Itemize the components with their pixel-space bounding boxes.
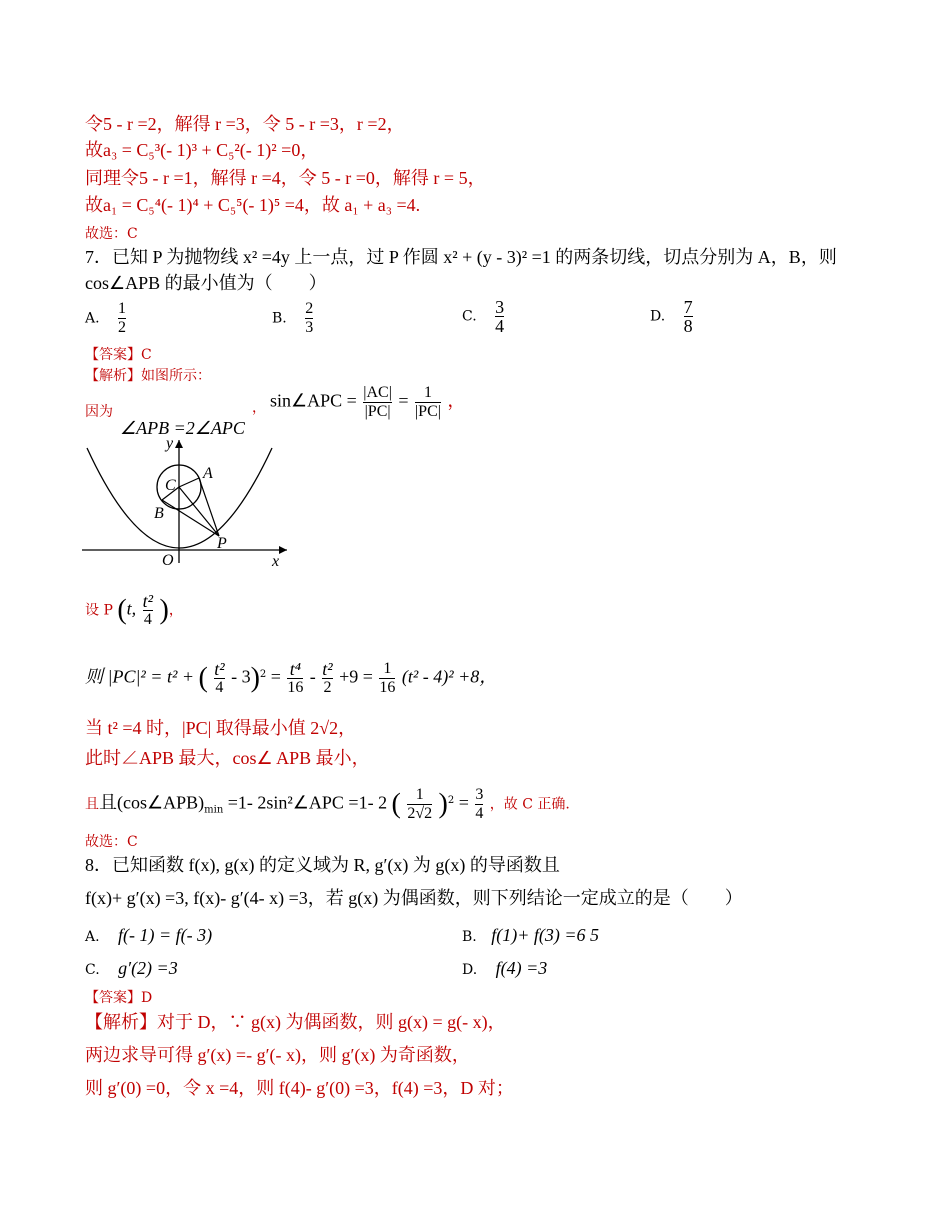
label-y: y	[166, 438, 174, 452]
label-x: x	[272, 553, 280, 570]
when-line: 当 t² =4 时，|PC| 取得最小值 2√2，	[85, 718, 357, 738]
answer-8: 【答案】D	[85, 990, 153, 1006]
y-arrow	[175, 440, 183, 448]
text-line: 故a₃ = C₅³(- 1)³ + C₅²(- 1)² =0，	[85, 140, 319, 160]
label-p: P	[217, 535, 227, 552]
pc-equation: 则 |PC|² = t² + ( $\frac{\text{t²}}{4}$ - 3)$^2$ = $\frac{\text{t⁴}}{16}$ - $\frac{\text{t²}}{2}$ +9 = $\frac{1}{16}$ (t² - 4)² +8，	[85, 659, 498, 696]
option8-c: C. g′(2) =3	[85, 958, 178, 978]
question-7-cont: cos∠APB 的最小值为（ ）	[85, 273, 327, 293]
question-8: 8．已知函数 f(x), g(x) 的定义域为 R, g′(x) 为 g(x) 的导函数且	[85, 855, 560, 875]
max-line: 此时∠APB 最大，cos∠ APB 最小，	[85, 748, 370, 768]
label-b: B	[154, 505, 164, 522]
comma: ，	[252, 400, 266, 416]
text-line: 故a₁ = C₅⁴(- 1)⁴ + C₅⁵(- 1)⁵ =4，故 a₁ + a₃ =4.	[85, 195, 421, 215]
analysis-7: 【解析】如图所示：	[85, 368, 211, 384]
segment-ca	[179, 478, 199, 487]
option-c: C. $\frac{3}{4}$	[462, 297, 505, 336]
choose-c: 故选：C	[85, 834, 138, 850]
question-7: 7．已知 P 为抛物线 x² =4y 上一点，过 P 作圆 x² + (y - 3)² =1 的两条切线，切点分别为 A，B，则	[85, 247, 837, 267]
analysis-8: 【解析】对于 D，∵ g(x) 为偶函数，则 g(x) = g(- x)，	[85, 1012, 506, 1032]
set-p: 设 P (t, $\frac{\text{t²}}{4}$ )，	[85, 591, 183, 628]
text-line: 故选：C	[85, 226, 138, 242]
text-line: 同理令5 - r =1，解得 r =4，令 5 - r =0，解得 r = 5，	[85, 168, 486, 188]
angle-equation: ∠APB =2∠APC	[120, 418, 245, 438]
x-arrow	[279, 546, 287, 554]
analysis-8-line3: 则 g′(0) =0，令 x =4，则 f(4)- g′(0) =3，f(4) =3，D 对；	[85, 1078, 514, 1098]
label-c: C	[165, 477, 176, 494]
cos-min-line: 且且$(\cos\angle APB)_{min} =1-$ 2sin²∠APC =1- 2 ( $\frac{1}{2√2}$ )$^2$ = $\frac{3}{4}$ ，故 C 正确.	[85, 786, 570, 822]
text-line: 令5 - r =2，解得 r =3，令 5 - r =3，r =2，	[85, 114, 405, 134]
question-8-cont: f(x)+ g′(x) =3, f(x)- g′(4- x) =3，若 g(x) 为偶函数，则下列结论一定成立的是（ ）	[85, 888, 743, 908]
option-b: B. $\frac{2}{3}$	[272, 300, 314, 336]
option8-b: B. f(1)+ f(3) =6 5	[462, 925, 599, 945]
tangent-pa	[199, 478, 219, 536]
segment-cp	[179, 487, 219, 536]
label-a: A	[203, 465, 213, 482]
sin-equation: sin∠APC = $\frac{|AC|}{|PC|}$ = $\frac{1}{|PC|}$ ，	[270, 384, 466, 420]
parabola-figure	[82, 438, 292, 573]
option8-a: A. f(- 1) = f(- 3)	[85, 925, 213, 945]
label-o: O	[162, 552, 174, 569]
option-d: D. $\frac{7}{8}$	[650, 297, 693, 336]
option-a: A. $\frac{1}{2}$	[85, 300, 127, 336]
answer-7: 【答案】C	[85, 347, 152, 363]
option8-d: D. f(4) =3	[462, 958, 548, 978]
because-label: 因为	[85, 404, 113, 420]
analysis-8-line2: 两边求导可得 g′(x) =- g′(- x)，则 g′(x) 为奇函数，	[85, 1045, 470, 1065]
